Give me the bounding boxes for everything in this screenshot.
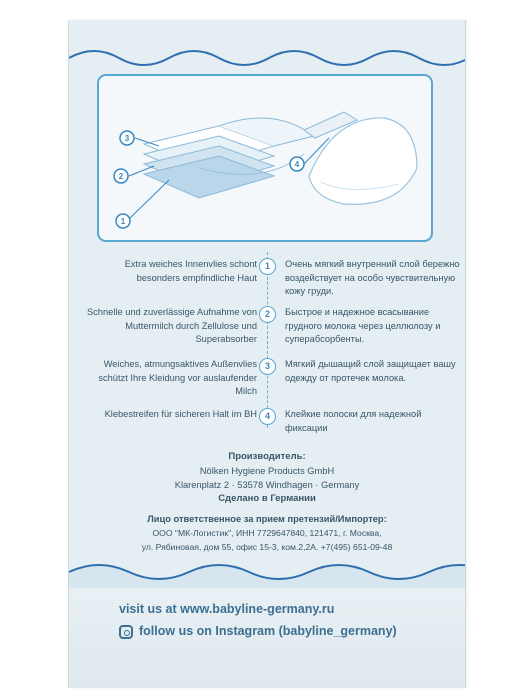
importer-block xyxy=(69,512,465,554)
feature-number-badge: 2 xyxy=(259,306,276,323)
website-link[interactable]: visit us at www.babyline-germany.ru xyxy=(119,602,335,616)
manufacturer-heading: Производитель: xyxy=(228,451,306,462)
layers-diagram xyxy=(97,74,433,242)
instagram-icon xyxy=(119,625,133,639)
feature-number-badge: 1 xyxy=(259,258,276,275)
feature-de-text: Klebestreifen für sicheren Halt im BH xyxy=(104,409,257,419)
diagram-marker-3: 3 xyxy=(124,134,130,143)
diagram-marker-2: 2 xyxy=(118,172,124,181)
feature-ru-text: Клейкие полоски для надежной фиксации xyxy=(285,409,422,433)
importer-line-1: ООО "МК-Логистик", ИНН 7729647840, 121471, г. Москва, xyxy=(152,528,382,538)
manufacturer-block xyxy=(69,450,465,506)
manufacturer-name: Nölken Hygiene Products GmbH xyxy=(199,466,335,476)
importer-line-2: ул. Рябиновая, дом 55, офис 15-3, ком.2,2А. +7(495) 651-09-48 xyxy=(141,542,393,552)
feature-ru-text: Быстрое и надежное всасывание грудного молока через целлюлозу и суперабсорбенты. xyxy=(285,307,441,344)
diagram-marker-1: 1 xyxy=(120,217,126,226)
feature-de-text: Weiches, atmungsaktives Außenvlies schützt Ihre Kleidung vor auslaufender Milch xyxy=(98,359,257,396)
top-wave-decoration xyxy=(69,40,465,70)
feature-de-text: Extra weiches Innenvlies schont besonders empfindliche Haut xyxy=(124,259,257,283)
feature-ru-text: Очень мягкий внутренний слой бережно воздействует на особо чувствительную кожу груди. xyxy=(285,259,460,296)
importer-heading: Лицо ответственное за прием претензий/Импортер: xyxy=(147,514,387,524)
manufacturer-address: Klarenplatz 2 · 53578 Windhagen · Germany xyxy=(174,480,360,490)
package-back xyxy=(68,20,466,688)
feature-de-text: Schnelle und zuverlässige Aufnahme von Muttermilch durch Zellulose und Superabsorber xyxy=(86,307,257,344)
breast-pad-illustration xyxy=(99,76,431,240)
feature-number-badge: 4 xyxy=(259,408,276,425)
made-in-label: Сделано в Германии xyxy=(218,493,316,504)
feature-divider-line xyxy=(267,252,268,428)
feature-ru-text: Мягкий дышащий слой защищает вашу одежду от протечек молока. xyxy=(285,359,456,383)
instagram-text: follow us on Instagram (babyline_germany) xyxy=(139,624,397,638)
feature-number-badge: 3 xyxy=(259,358,276,375)
diagram-marker-4: 4 xyxy=(294,160,300,169)
